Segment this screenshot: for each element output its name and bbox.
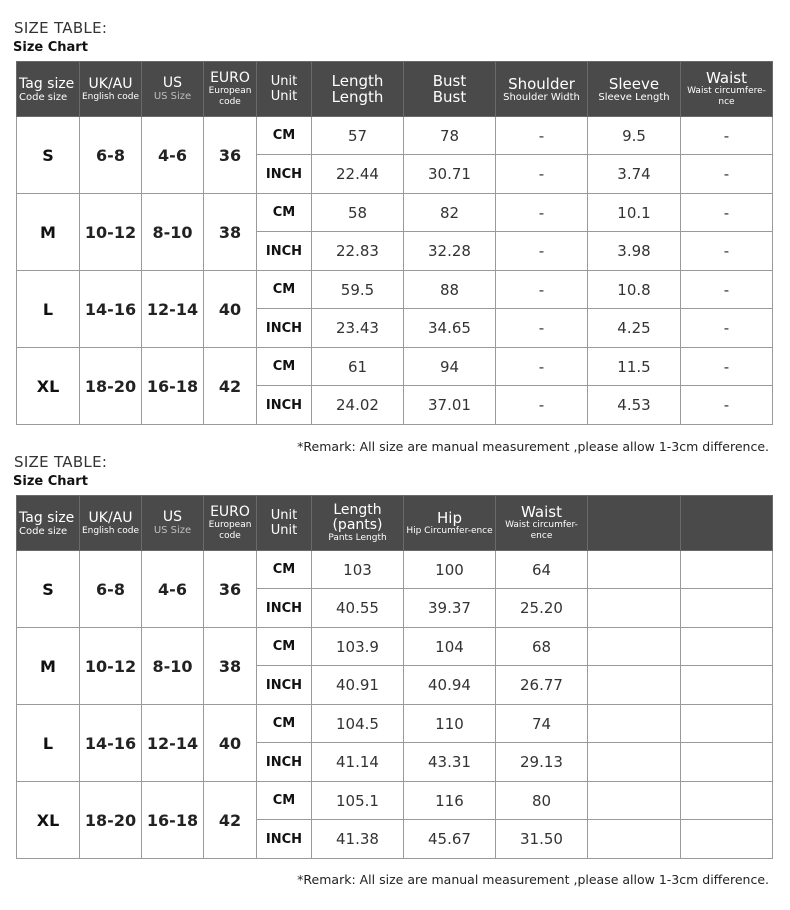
table-row <box>17 271 773 309</box>
unit-label: CM <box>257 271 312 309</box>
unit-label: CM <box>257 705 312 743</box>
unit-label: INCH <box>257 386 312 425</box>
section-title: SIZE TABLE: <box>14 453 108 471</box>
sleeve-value: 3.98 <box>588 232 681 271</box>
header-us <box>142 62 204 117</box>
section-title: SIZE TABLE: <box>14 19 108 37</box>
us-value: 12-14 <box>142 271 204 348</box>
unit-label: INCH <box>257 232 312 271</box>
header-sub: US Size <box>153 525 192 536</box>
header-sub: US Size <box>153 91 192 102</box>
header-sub: Waist circumfer-ence <box>505 520 578 541</box>
waist-value: 31.50 <box>496 820 588 859</box>
header-sub: English code <box>81 91 140 102</box>
empty-cell <box>681 628 773 666</box>
empty-cell <box>681 820 773 859</box>
table-row <box>17 551 773 589</box>
table-row <box>17 705 773 743</box>
us-value: 4-6 <box>142 551 204 628</box>
chart-subtitle: Size Chart <box>13 40 88 55</box>
header-main: Shoulder <box>508 74 575 93</box>
header-waist <box>496 496 588 551</box>
waist-value: 26.77 <box>496 666 588 705</box>
header-main: UK/AU <box>88 75 133 92</box>
header-main: EURO <box>210 70 250 86</box>
waist-value: - <box>681 194 773 232</box>
header-sub: Bust <box>432 88 467 106</box>
length-value: 58 <box>312 194 404 232</box>
length-value: 61 <box>312 348 404 386</box>
remark-note: *Remark: All size are manual measurement ,please allow 1-3cm difference. <box>297 439 769 454</box>
header-sub: Unit <box>270 89 298 104</box>
pants-length-value: 104.5 <box>312 705 404 743</box>
shoulder-value: - <box>496 155 588 194</box>
sleeve-value: 3.74 <box>588 155 681 194</box>
header-main: Waist <box>706 69 747 87</box>
waist-value: 74 <box>496 705 588 743</box>
header-waist <box>681 62 773 117</box>
header-main: Length <box>331 72 384 90</box>
pants-length-value: 40.55 <box>312 589 404 628</box>
header-unit <box>257 62 312 117</box>
empty-cell <box>681 589 773 628</box>
empty-cell <box>681 705 773 743</box>
header-sub: Waist circumfere-nce <box>687 86 766 107</box>
header-empty-2 <box>681 496 773 551</box>
shoulder-value: - <box>496 348 588 386</box>
us-value: 16-18 <box>142 782 204 859</box>
header-sub: Unit <box>270 523 298 538</box>
pants-length-value: 41.38 <box>312 820 404 859</box>
length-value: 22.44 <box>312 155 404 194</box>
euro-value: 38 <box>204 628 257 705</box>
euro-value: 42 <box>204 348 257 425</box>
size-chart-section-2 <box>0 450 790 910</box>
hip-value: 104 <box>404 628 496 666</box>
unit-label: INCH <box>257 666 312 705</box>
header-main: Tag size <box>19 509 75 526</box>
size-label: S <box>17 551 80 628</box>
hip-value: 110 <box>404 705 496 743</box>
size-table <box>16 495 773 859</box>
ukau-value: 10-12 <box>80 194 142 271</box>
header-us <box>142 496 204 551</box>
length-value: 23.43 <box>312 309 404 348</box>
empty-cell <box>681 782 773 820</box>
waist-value: - <box>681 271 773 309</box>
header-sub: European code <box>208 520 252 541</box>
header-main: UK/AU <box>88 509 133 526</box>
size-label: XL <box>17 782 80 859</box>
unit-label: CM <box>257 117 312 155</box>
ukau-value: 10-12 <box>80 628 142 705</box>
header-row <box>17 62 773 117</box>
ukau-value: 14-16 <box>80 271 142 348</box>
ukau-value: 6-8 <box>80 551 142 628</box>
bust-value: 78 <box>404 117 496 155</box>
bust-value: 30.71 <box>404 155 496 194</box>
header-tag-size <box>17 62 80 117</box>
ukau-value: 18-20 <box>80 782 142 859</box>
header-main: Length (pants) <box>332 501 383 533</box>
sleeve-value: 4.53 <box>588 386 681 425</box>
empty-cell <box>588 551 681 589</box>
header-euro <box>204 62 257 117</box>
size-label: L <box>17 705 80 782</box>
waist-value: - <box>681 386 773 425</box>
bust-value: 37.01 <box>404 386 496 425</box>
length-value: 22.83 <box>312 232 404 271</box>
table-row <box>17 194 773 232</box>
header-main: Tag size <box>19 75 75 92</box>
unit-label: CM <box>257 551 312 589</box>
sleeve-value: 10.1 <box>588 194 681 232</box>
size-table <box>16 61 773 425</box>
header-sub: Code size <box>19 91 68 103</box>
empty-cell <box>588 820 681 859</box>
remark-note: *Remark: All size are manual measurement ,please allow 1-3cm difference. <box>297 872 769 887</box>
waist-value: 29.13 <box>496 743 588 782</box>
pants-length-value: 105.1 <box>312 782 404 820</box>
header-sub: Hip Circumfer-ence <box>406 525 493 536</box>
empty-cell <box>588 589 681 628</box>
size-label: M <box>17 194 80 271</box>
unit-label: INCH <box>257 309 312 348</box>
bust-value: 88 <box>404 271 496 309</box>
waist-value: 68 <box>496 628 588 666</box>
header-sleeve <box>588 62 681 117</box>
header-row <box>17 496 773 551</box>
header-main: US <box>162 509 183 525</box>
size-label: M <box>17 628 80 705</box>
waist-value: - <box>681 155 773 194</box>
waist-value: - <box>681 232 773 271</box>
size-label: S <box>17 117 80 194</box>
header-tag-size <box>17 496 80 551</box>
length-value: 59.5 <box>312 271 404 309</box>
size-label: L <box>17 271 80 348</box>
header-sub: Sleeve Length <box>598 91 670 103</box>
empty-cell <box>588 743 681 782</box>
empty-cell <box>681 666 773 705</box>
unit-label: INCH <box>257 155 312 194</box>
table-row <box>17 117 773 155</box>
euro-value: 42 <box>204 782 257 859</box>
empty-cell <box>681 551 773 589</box>
header-length <box>312 62 404 117</box>
header-empty-1 <box>588 496 681 551</box>
length-value: 24.02 <box>312 386 404 425</box>
unit-label: INCH <box>257 820 312 859</box>
table-row <box>17 782 773 820</box>
waist-value: - <box>681 117 773 155</box>
euro-value: 36 <box>204 117 257 194</box>
us-value: 16-18 <box>142 348 204 425</box>
shoulder-value: - <box>496 117 588 155</box>
bust-value: 34.65 <box>404 309 496 348</box>
header-euro <box>204 496 257 551</box>
header-main: Unit <box>270 74 298 89</box>
header-main: Unit <box>270 508 298 523</box>
empty-cell <box>588 628 681 666</box>
ukau-value: 6-8 <box>80 117 142 194</box>
header-pants-length <box>312 496 404 551</box>
us-value: 8-10 <box>142 628 204 705</box>
hip-value: 45.67 <box>404 820 496 859</box>
header-hip <box>404 496 496 551</box>
ukau-value: 18-20 <box>80 348 142 425</box>
header-sub: Length <box>331 88 384 106</box>
shoulder-value: - <box>496 309 588 348</box>
unit-label: CM <box>257 628 312 666</box>
unit-label: CM <box>257 348 312 386</box>
shoulder-value: - <box>496 271 588 309</box>
bust-value: 94 <box>404 348 496 386</box>
unit-label: CM <box>257 782 312 820</box>
header-main: US <box>162 75 183 91</box>
sleeve-value: 9.5 <box>588 117 681 155</box>
hip-value: 40.94 <box>404 666 496 705</box>
euro-value: 40 <box>204 271 257 348</box>
length-value: 57 <box>312 117 404 155</box>
hip-value: 100 <box>404 551 496 589</box>
pants-length-value: 103.9 <box>312 628 404 666</box>
euro-value: 38 <box>204 194 257 271</box>
bust-value: 82 <box>404 194 496 232</box>
table-row <box>17 628 773 666</box>
euro-value: 40 <box>204 705 257 782</box>
header-sub: Code size <box>19 525 68 537</box>
ukau-value: 14-16 <box>80 705 142 782</box>
hip-value: 39.37 <box>404 589 496 628</box>
shoulder-value: - <box>496 194 588 232</box>
chart-subtitle: Size Chart <box>13 474 88 489</box>
header-ukau <box>80 62 142 117</box>
header-ukau <box>80 496 142 551</box>
table-row <box>17 348 773 386</box>
hip-value: 116 <box>404 782 496 820</box>
header-main: EURO <box>210 504 250 520</box>
header-main: Sleeve <box>608 74 660 93</box>
sleeve-value: 4.25 <box>588 309 681 348</box>
header-sub: European code <box>208 86 252 107</box>
unit-label: INCH <box>257 589 312 628</box>
waist-value: - <box>681 348 773 386</box>
header-bust <box>404 62 496 117</box>
header-shoulder <box>496 62 588 117</box>
shoulder-value: - <box>496 386 588 425</box>
waist-value: 80 <box>496 782 588 820</box>
empty-cell <box>588 782 681 820</box>
unit-label: INCH <box>257 743 312 782</box>
euro-value: 36 <box>204 551 257 628</box>
waist-value: 25.20 <box>496 589 588 628</box>
header-unit <box>257 496 312 551</box>
header-sub: English code <box>81 525 140 536</box>
header-sub: Pants Length <box>328 532 387 543</box>
waist-value: 64 <box>496 551 588 589</box>
empty-cell <box>681 743 773 782</box>
unit-label: CM <box>257 194 312 232</box>
hip-value: 43.31 <box>404 743 496 782</box>
header-main: Waist <box>521 503 562 521</box>
pants-length-value: 41.14 <box>312 743 404 782</box>
header-sub: Shoulder Width <box>503 91 580 103</box>
empty-cell <box>588 705 681 743</box>
bust-value: 32.28 <box>404 232 496 271</box>
size-label: XL <box>17 348 80 425</box>
header-main: Bust <box>432 72 467 90</box>
header-main: Hip <box>437 508 462 527</box>
empty-cell <box>588 666 681 705</box>
pants-length-value: 40.91 <box>312 666 404 705</box>
pants-length-value: 103 <box>312 551 404 589</box>
waist-value: - <box>681 309 773 348</box>
shoulder-value: - <box>496 232 588 271</box>
us-value: 8-10 <box>142 194 204 271</box>
us-value: 4-6 <box>142 117 204 194</box>
sleeve-value: 11.5 <box>588 348 681 386</box>
sleeve-value: 10.8 <box>588 271 681 309</box>
us-value: 12-14 <box>142 705 204 782</box>
